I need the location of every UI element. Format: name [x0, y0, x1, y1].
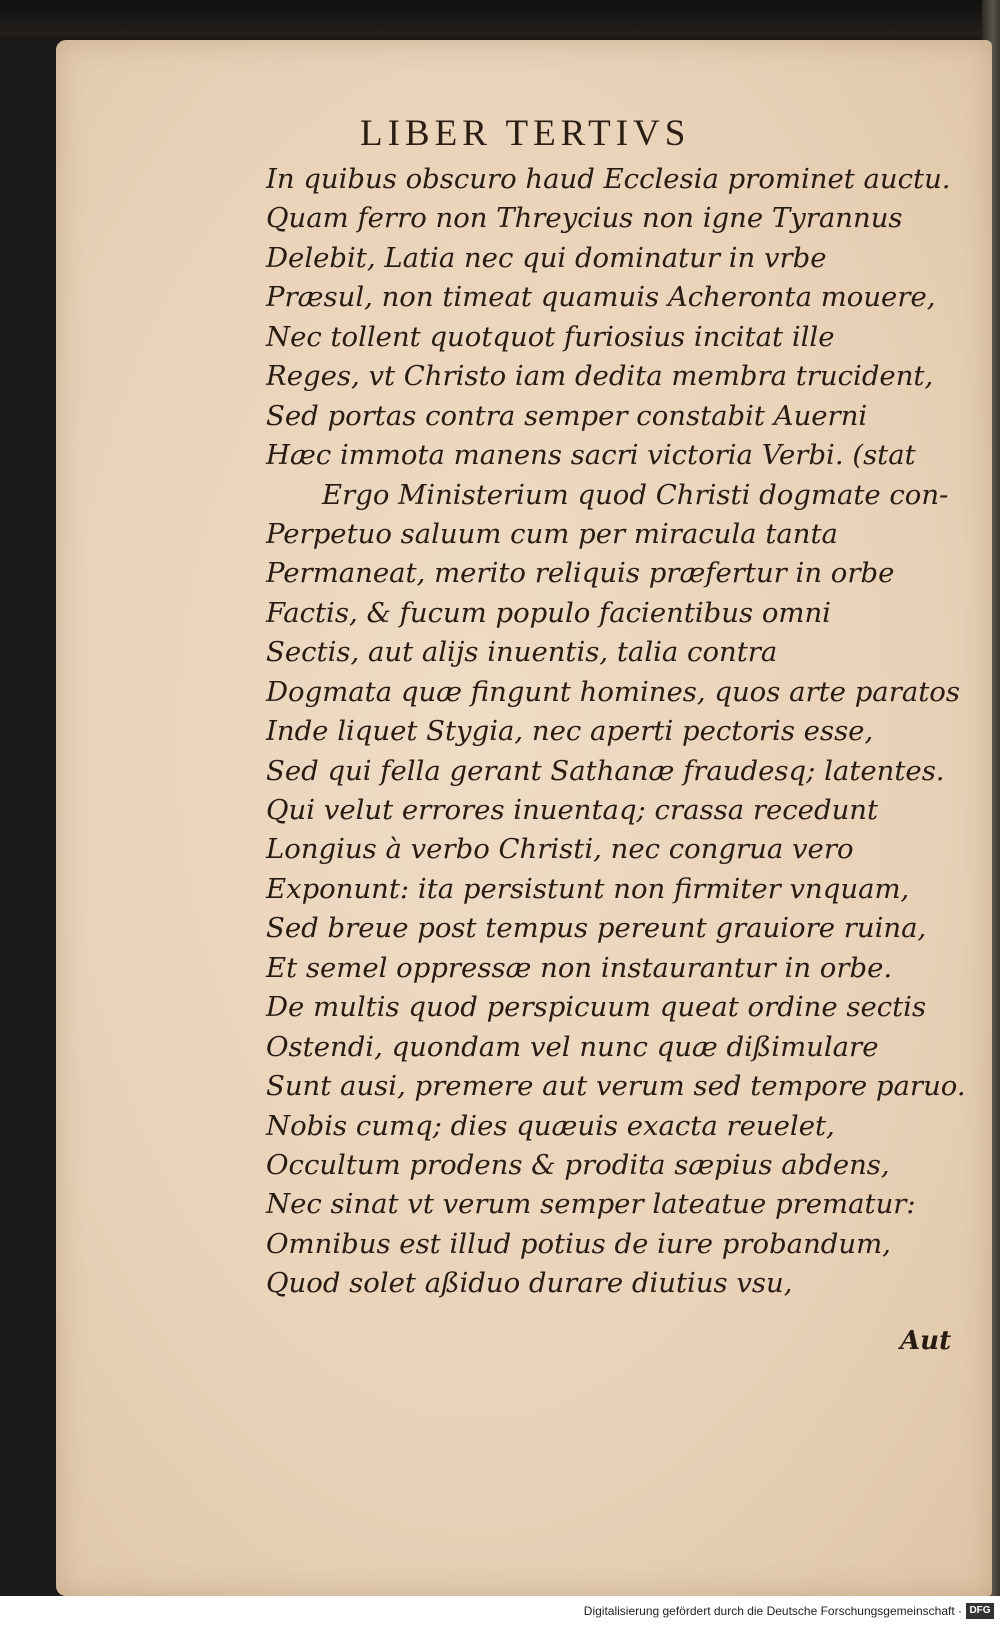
- digitization-credit: Digitalisierung gefördert durch die Deutsche Forschungsgemeinschaft ·: [583, 1604, 962, 1618]
- dfg-logo: DFG: [966, 1603, 994, 1619]
- verse-line: Sunt ausi, premere aut verum sed tempore paruo.: [266, 1070, 966, 1103]
- verse-line: Quod solet aßiduo durare diutius vsu,: [266, 1267, 793, 1300]
- verse-line: Nec sinat vt verum semper lateatue prematur:: [266, 1188, 916, 1221]
- catchword: Aut: [900, 1326, 952, 1356]
- verse-line: Et semel oppressæ non instaurantur in orbe.: [266, 951, 893, 984]
- verse-line: Præsul, non timeat quamuis Acheronta mouere,: [266, 281, 936, 314]
- verse-line: Nec tollent quotquot furiosius incitat ille: [266, 320, 835, 353]
- verse-line: De multis quod perspicuum queat ordine sectis: [266, 991, 927, 1024]
- verse-line: Inde liquet Stygia, nec aperti pectoris esse,: [266, 715, 874, 748]
- verse-line: Sed portas contra semper constabit Auerni: [266, 399, 868, 432]
- verse-line: Occultum prodens & prodita sæpius abdens,: [266, 1148, 890, 1181]
- running-title: LIBER TERTIVS: [360, 113, 691, 154]
- verse-line: Dogmata quæ fingunt homines, quos arte paratos: [266, 675, 960, 708]
- verse-line: Perpetuo saluum cum per miracula tanta: [266, 517, 838, 550]
- scan-top-edge: [0, 0, 1000, 36]
- verse-line: In quibus obscuro haud Ecclesia prominet auctu.: [266, 163, 951, 195]
- verse-line: Ostendi, quondam vel nunc quæ dißimulare: [266, 1030, 879, 1063]
- verse-line: Qui velut errores inuentaq; crassa recedunt: [266, 794, 879, 826]
- verse-line: Delebit, Latia nec qui dominatur in vrbe: [266, 241, 827, 274]
- verse-line: Factis, & fucum populo facientibus omni: [266, 596, 831, 629]
- verse-line: Nobis cumq; dies quæuis exacta reuelet,: [266, 1109, 835, 1142]
- verse-line: Permaneat, merito reliquis præfertur in orbe: [266, 557, 895, 590]
- verse-line: Hæc immota manens sacri victoria Verbi. (stat: [266, 439, 916, 472]
- verse-line: Reges, vt Christo iam dedita membra trucident,: [266, 360, 934, 393]
- verse-line: Sed breue post tempus pereunt grauiore ruina,: [266, 912, 927, 945]
- verse-line: Quam ferro non Threycius non igne Tyrannus: [266, 202, 903, 235]
- verse-line: Sed qui fella gerant Sathanæ fraudesq; latentes.: [266, 754, 945, 787]
- verse-line: Longius à verbo Christi, nec congrua vero: [266, 833, 854, 866]
- verse-line: Omnibus est illud potius de iure probandum,: [266, 1227, 891, 1260]
- verse-line: Ergo Ministerium quod Christi dogmate con-: [322, 478, 949, 511]
- verse-line: Sectis, aut alijs inuentis, talia contra: [266, 636, 778, 669]
- verse-line: Exponunt: ita persistunt non firmiter vnquam,: [266, 872, 910, 905]
- verse-text-block: [266, 160, 966, 1304]
